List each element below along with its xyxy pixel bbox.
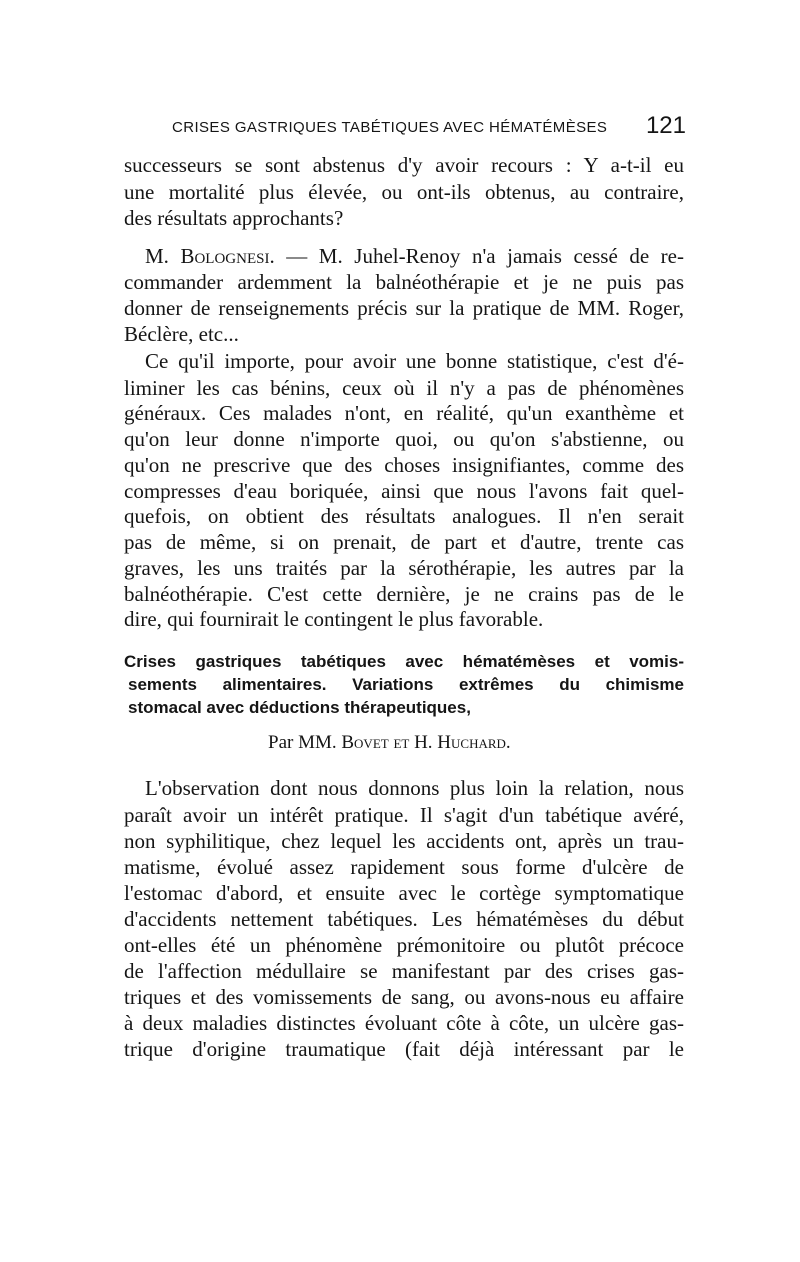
text-line: triques et des vomissements de sang, ou avons-nous eu affaire <box>124 985 684 1009</box>
byline-prefix: Par <box>268 732 299 753</box>
text-line: paraît avoir un intérêt pratique. Il s'agit d'un tabétique avéré, <box>124 803 684 827</box>
text-line: d'accidents nettement tabétiques. Les hématémèses du début <box>124 907 684 931</box>
text-line: à deux maladies distinctes évoluant côte à côte, un ulcère gas- <box>124 1011 684 1035</box>
text-line: qu'on leur donne n'importe quoi, ou qu'on s'abstienne, ou <box>124 427 684 451</box>
text-line: quefois, on obtient des résultats analogues. Il n'en serait <box>124 504 684 528</box>
text-line: Ce qu'il importe, pour avoir une bonne statistique, c'est d'é- <box>145 349 684 373</box>
text-line: ont-elles été un phénomène prémonitoire ou plutôt précoce <box>124 933 684 957</box>
page-number: 121 <box>645 112 686 139</box>
text-line: de l'affection médullaire se manifestant par des crises gas- <box>124 959 684 983</box>
text-line: des résultats approchants? <box>124 206 344 230</box>
text-line: une mortalité plus élevée, ou ont-ils obtenus, au contraire, <box>124 180 684 204</box>
text-line: graves, les uns traités par la sérothérapie, les autres par la <box>124 556 684 580</box>
text-line: donner de renseignements précis sur la pratique de MM. Roger, <box>124 296 684 320</box>
byline-authors: MM. Bovet et H. Huchard. <box>298 732 511 753</box>
text-line: dire, qui fournirait le contingent le plus favorable. <box>124 607 544 631</box>
section-heading-line: stomacal avec déductions thérapeutiques, <box>128 698 471 717</box>
text-line: L'observation dont nous donnons plus loin la relation, nous <box>145 776 684 800</box>
text-line: pas de même, si on prenait, de part et d'autre, trente cas <box>124 530 684 554</box>
text-line: matisme, évolué assez rapidement sous forme d'ulcère de <box>124 855 684 879</box>
text-line: l'estomac d'abord, et ensuite avec le cortège symptomatique <box>124 881 684 905</box>
text-line: trique d'origine traumatique (fait déjà intéressant par le <box>124 1037 684 1061</box>
text-line: généraux. Ces malades n'ont, en réalité, qu'un exanthème et <box>124 401 684 425</box>
text-line: successeurs se sont abstenus d'y avoir recours : Y a-t-il eu <box>124 153 684 177</box>
text-line: balnéothérapie. C'est cette dernière, je ne crains pas de le <box>124 582 684 606</box>
text-line: Béclère, etc... <box>124 322 239 346</box>
text-line: compresses d'eau boriquée, ainsi que nous l'avons fait quel- <box>124 479 684 503</box>
text-line: liminer les cas bénins, ceux où il n'y a pas de phénomènes <box>124 376 684 400</box>
speaker-name: M. Bolognesi. <box>145 244 275 268</box>
text-fragment: — M. Juhel-Renoy n'a jamais cessé de re- <box>274 244 684 268</box>
section-heading-line: Crises gastriques tabétiques avec hématémèses et vomis- <box>124 652 684 671</box>
byline <box>268 729 588 757</box>
text-line: commander ardemment la balnéothérapie et je ne puis pas <box>124 270 684 294</box>
section-heading-line: sements alimentaires. Variations extrêmes du chimisme <box>128 675 684 694</box>
page-header <box>172 112 686 142</box>
text-line: qu'on ne prescrive que des choses insignifiantes, comme des <box>124 453 684 477</box>
running-head: CRISES GASTRIQUES TABÉTIQUES AVEC HÉMATÉMÈSES <box>172 119 608 136</box>
text-line: non syphilitique, chez lequel les accidents ont, après un trau- <box>124 829 684 853</box>
